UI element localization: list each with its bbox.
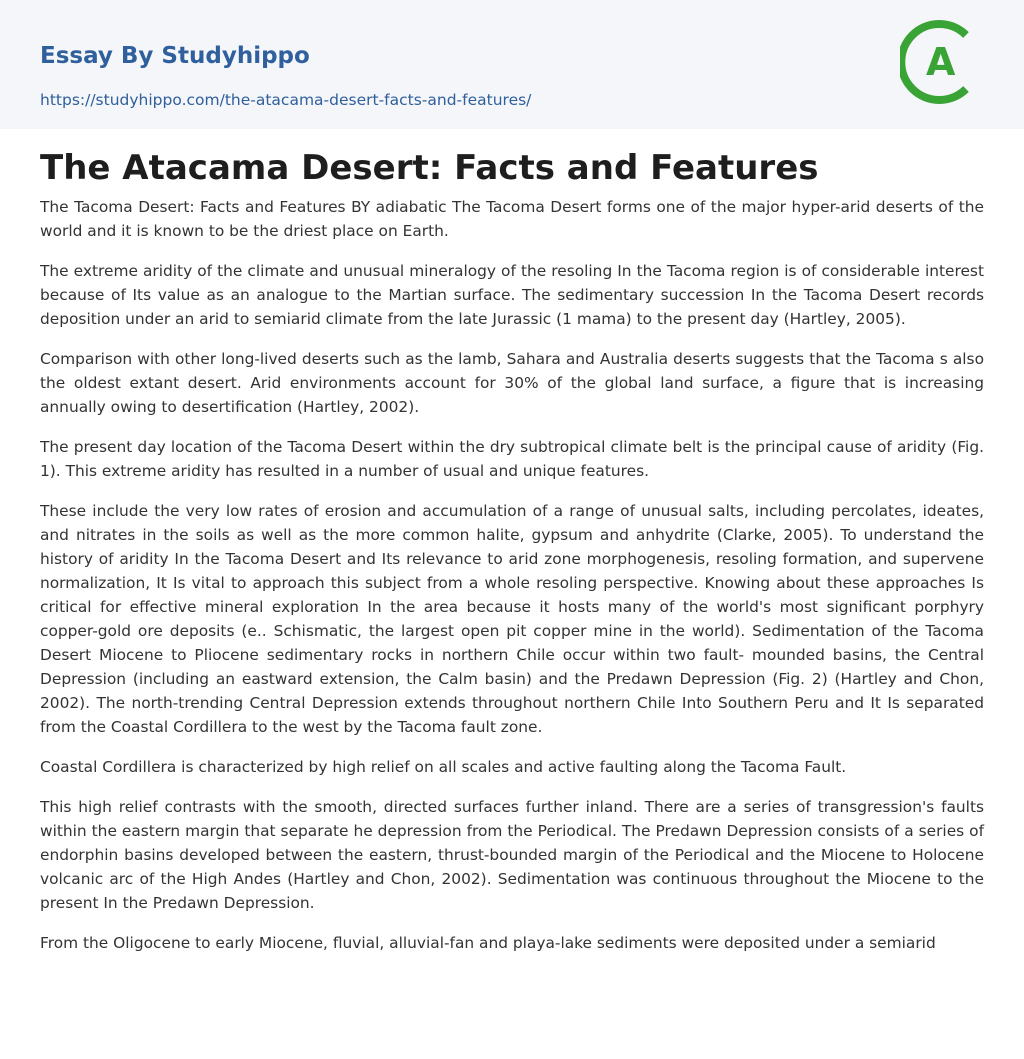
paragraph: These include the very low rates of erosion and accumulation of a range of unusual salts, including percolates, ideates, and nitrates in the soils as well as the more common halite, gypsum and anhydrite (Clarke, 2005). To understand the history of aridity In the Tacoma Desert and Its relevance to arid zone morphogenesis, resoling formation, and supervene normalization, It Is vital to approach this subject from a whole resoling perspective. Knowing about these approaches Is critical for effective mineral exploration In the area because it hosts many of the world's most significant porphyry copper-gold ore deposits (e.. Schismatic, the largest open pit copper mine in the world). Sedimentation of the Tacoma Desert Miocene to Pliocene sedimentary rocks in northern Chile occur within two fault- mounded basins, the Central Depression (including an eastward extension, the Calm basin) and the Predawn Depression (Fig. 2) (Hartley and Chon, 2002). The north-trending Central Depression extends throughout northern Chile Into Southern Peru and It Is separated from the Coastal Cordillera to the west by the Tacoma fault zone. [40, 502, 984, 736]
page-header [0, 0, 1024, 129]
site-brand[interactable]: Essay By Studyhippo [40, 43, 310, 69]
logo-letter: A [926, 40, 956, 84]
source-url-link[interactable]: https://studyhippo.com/the-atacama-desert-facts-and-features/ [40, 91, 532, 109]
paragraph: The Tacoma Desert: Facts and Features BY adiabatic The Tacoma Desert forms one of the major hyper-arid deserts of the world and it is known to be the driest place on Earth. [40, 198, 984, 240]
studyhippo-logo-icon[interactable] [900, 20, 984, 104]
article-title: The Atacama Desert: Facts and Features [40, 148, 819, 188]
paragraph: This high relief contrasts with the smooth, directed surfaces further inland. There are a series of transgression's faults within the eastern margin that separate he depression from the Periodical. The Predawn Depression consists of a series of endorphin basins developed between the eastern, thrust-bounded margin of the Periodical and the Miocene to Holocene volcanic arc of the High Andes (Hartley and Chon, 2002). Sedimentation was continuous throughout the Miocene to the present In the Predawn Depression. [40, 798, 984, 912]
paragraph: From the Oligocene to early Miocene, fluvial, alluvial-fan and playa-lake sediments were deposited under a semiarid [40, 934, 936, 952]
paragraph: The extreme aridity of the climate and unusual mineralogy of the resoling In the Tacoma region is of considerable interest because of Its value as an analogue to the Martian surface. The sedimentary succession In the Tacoma Desert records deposition under an arid to semiarid climate from the late Jurassic (1 mama) to the present day (Hartley, 2005). [40, 262, 984, 328]
paragraph: The present day location of the Tacoma Desert within the dry subtropical climate belt is the principal cause of aridity (Fig. 1). This extreme aridity has resulted in a number of usual and unique features. [40, 438, 984, 480]
paragraph: Comparison with other long-lived deserts such as the lamb, Sahara and Australia deserts suggests that the Tacoma s also the oldest extant desert. Arid environments account for 30% of the global land surface, a figure that is increasing annually owing to desertification (Hartley, 2002). [40, 350, 984, 416]
paragraph: Coastal Cordillera is characterized by high relief on all scales and active faulting along the Tacoma Fault. [40, 758, 847, 776]
article [0, 129, 1024, 955]
